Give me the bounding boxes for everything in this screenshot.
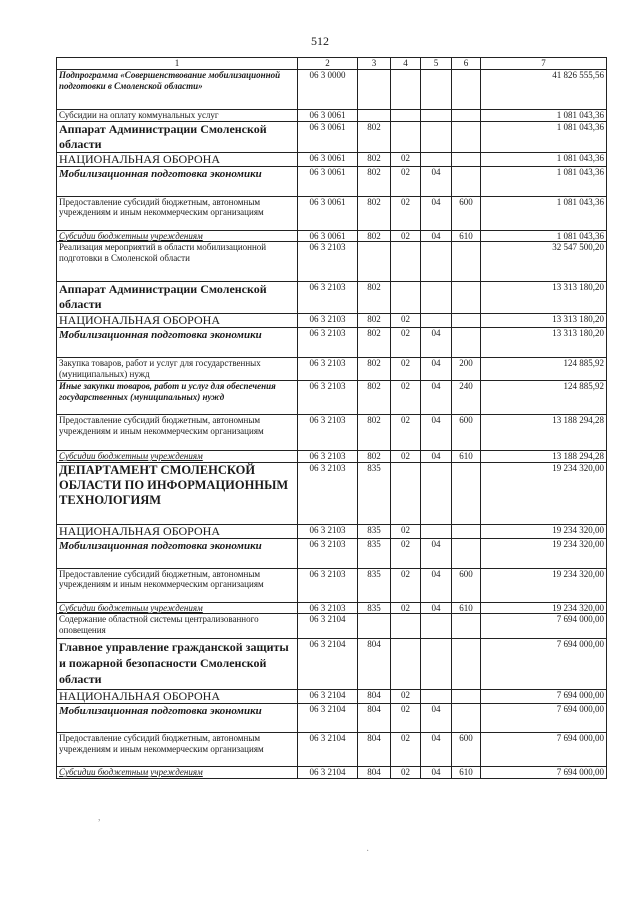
header-cell: 3 [358, 58, 391, 70]
table-row [57, 152, 607, 166]
row-admin-code: 835 [358, 568, 391, 602]
table-row [57, 704, 607, 733]
row-section-code: 02 [391, 733, 421, 767]
row-section-code: 02 [391, 538, 421, 568]
row-amount: 1 081 043,36 [481, 230, 607, 242]
row-subsection-code [421, 70, 452, 110]
row-admin-code: 802 [358, 121, 391, 152]
row-target-code: 06 3 2104 [298, 704, 358, 733]
table-row [57, 166, 607, 196]
row-section-code: 02 [391, 196, 421, 230]
row-admin-code: 802 [358, 166, 391, 196]
row-subsection-code: 04 [421, 415, 452, 451]
table-row [57, 690, 607, 704]
row-amount: 13 313 180,20 [481, 314, 607, 328]
row-subsection-code: 04 [421, 538, 452, 568]
row-subsection-code [421, 462, 452, 524]
row-target-code: 06 3 2103 [298, 568, 358, 602]
row-name: Мобилизационная подготовка экономики [57, 328, 298, 358]
row-amount: 7 694 000,00 [481, 733, 607, 767]
row-subsection-code [421, 282, 452, 314]
row-amount: 19 234 320,00 [481, 538, 607, 568]
row-section-code [391, 110, 421, 122]
row-name: НАЦИОНАЛЬНАЯ ОБОРОНА [57, 690, 298, 704]
row-section-code [391, 639, 421, 690]
row-amount: 19 234 320,00 [481, 524, 607, 538]
row-admin-code [358, 614, 391, 639]
row-admin-code: 804 [358, 639, 391, 690]
row-amount: 19 234 320,00 [481, 462, 607, 524]
row-expense-type [452, 121, 481, 152]
row-target-code: 06 3 2103 [298, 328, 358, 358]
row-expense-type [452, 524, 481, 538]
table-row [57, 358, 607, 381]
row-expense-type [452, 70, 481, 110]
row-expense-type [452, 152, 481, 166]
row-subsection-code: 04 [421, 196, 452, 230]
table-row [57, 451, 607, 463]
header-cell: 7 [481, 58, 607, 70]
row-section-code: 02 [391, 314, 421, 328]
row-admin-code: 804 [358, 767, 391, 779]
row-subsection-code [421, 314, 452, 328]
row-section-code: 02 [391, 415, 421, 451]
table-row [57, 415, 607, 451]
row-expense-type [452, 614, 481, 639]
row-name: Предоставление субсидий бюджетным, автономным учреждениям и иным некоммерческим организациям [57, 196, 298, 230]
row-amount: 124 885,92 [481, 381, 607, 415]
row-admin-code: 802 [358, 381, 391, 415]
row-name: Содержание областной системы централизованного оповещения [57, 614, 298, 639]
row-target-code: 06 3 2104 [298, 639, 358, 690]
table-row [57, 230, 607, 242]
row-amount: 19 234 320,00 [481, 602, 607, 614]
table-row [57, 524, 607, 538]
row-name: Иные закупки товаров, работ и услуг для обеспечения государственных (муниципальных) нужд [57, 381, 298, 415]
row-section-code [391, 121, 421, 152]
row-expense-type: 610 [452, 230, 481, 242]
table-row [57, 381, 607, 415]
row-target-code: 06 3 2103 [298, 381, 358, 415]
row-target-code: 06 3 2103 [298, 282, 358, 314]
row-expense-type: 600 [452, 733, 481, 767]
row-expense-type [452, 690, 481, 704]
row-section-code [391, 614, 421, 639]
row-expense-type [452, 462, 481, 524]
row-amount: 7 694 000,00 [481, 704, 607, 733]
row-amount: 19 234 320,00 [481, 568, 607, 602]
row-section-code: 02 [391, 602, 421, 614]
row-amount: 1 081 043,36 [481, 121, 607, 152]
scan-mark: · [366, 846, 370, 857]
row-admin-code: 802 [358, 196, 391, 230]
row-target-code: 06 3 2103 [298, 602, 358, 614]
row-name: Мобилизационная подготовка экономики [57, 166, 298, 196]
header-cell: 4 [391, 58, 421, 70]
row-admin-code: 802 [358, 314, 391, 328]
row-subsection-code: 04 [421, 451, 452, 463]
table-row [57, 70, 607, 110]
row-admin-code: 802 [358, 152, 391, 166]
row-target-code: 06 3 2103 [298, 415, 358, 451]
row-name: Мобилизационная подготовка экономики [57, 538, 298, 568]
row-target-code: 06 3 2104 [298, 767, 358, 779]
row-target-code: 06 3 0061 [298, 152, 358, 166]
row-target-code: 06 3 2103 [298, 462, 358, 524]
header-cell: 2 [298, 58, 358, 70]
header-row [57, 58, 607, 70]
row-expense-type: 600 [452, 415, 481, 451]
row-name: Аппарат Администрации Смоленской области [57, 282, 298, 314]
row-target-code: 06 3 0061 [298, 166, 358, 196]
row-section-code: 02 [391, 166, 421, 196]
row-expense-type [452, 110, 481, 122]
row-amount: 7 694 000,00 [481, 690, 607, 704]
row-name: Субсидии бюджетным учреждениям [57, 767, 298, 779]
row-admin-code: 804 [358, 704, 391, 733]
row-section-code: 02 [391, 152, 421, 166]
row-expense-type: 600 [452, 196, 481, 230]
row-expense-type [452, 704, 481, 733]
table-row [57, 733, 607, 767]
table-row [57, 314, 607, 328]
row-name: Предоставление субсидий бюджетным, автономным учреждениям и иным некоммерческим организациям [57, 415, 298, 451]
row-amount: 1 081 043,36 [481, 166, 607, 196]
row-section-code [391, 242, 421, 282]
row-section-code: 02 [391, 358, 421, 381]
header-cell: 1 [57, 58, 298, 70]
row-admin-code: 835 [358, 602, 391, 614]
row-admin-code [358, 110, 391, 122]
row-expense-type [452, 639, 481, 690]
row-amount: 1 081 043,36 [481, 196, 607, 230]
row-expense-type: 600 [452, 568, 481, 602]
row-expense-type [452, 242, 481, 282]
row-subsection-code: 04 [421, 767, 452, 779]
row-name: НАЦИОНАЛЬНАЯ ОБОРОНА [57, 152, 298, 166]
row-subsection-code: 04 [421, 704, 452, 733]
row-subsection-code: 04 [421, 358, 452, 381]
row-subsection-code [421, 690, 452, 704]
row-section-code: 02 [391, 381, 421, 415]
row-name: Мобилизационная подготовка экономики [57, 704, 298, 733]
row-admin-code: 802 [358, 282, 391, 314]
row-subsection-code: 04 [421, 381, 452, 415]
row-name: Аппарат Администрации Смоленской области [57, 121, 298, 152]
row-amount: 13 313 180,20 [481, 282, 607, 314]
row-amount: 1 081 043,36 [481, 110, 607, 122]
row-subsection-code: 04 [421, 166, 452, 196]
row-subsection-code [421, 614, 452, 639]
row-expense-type: 200 [452, 358, 481, 381]
row-admin-code: 804 [358, 733, 391, 767]
row-name: НАЦИОНАЛЬНАЯ ОБОРОНА [57, 314, 298, 328]
row-target-code: 06 3 2104 [298, 690, 358, 704]
row-name: ДЕПАРТАМЕНТ СМОЛЕНСКОЙ ОБЛАСТИ ПО ИНФОРМАЦИОННЫМ ТЕХНОЛОГИЯМ [57, 462, 298, 524]
row-admin-code: 804 [358, 690, 391, 704]
row-subsection-code [421, 152, 452, 166]
budget-table [56, 57, 607, 779]
table-row [57, 328, 607, 358]
table-row [57, 639, 607, 690]
header-cell: 5 [421, 58, 452, 70]
table-row [57, 614, 607, 639]
table-row [57, 602, 607, 614]
row-admin-code: 802 [358, 451, 391, 463]
row-admin-code: 835 [358, 462, 391, 524]
table-row [57, 568, 607, 602]
row-section-code: 02 [391, 524, 421, 538]
row-subsection-code [421, 121, 452, 152]
row-section-code: 02 [391, 230, 421, 242]
row-admin-code [358, 70, 391, 110]
header-cell: 6 [452, 58, 481, 70]
row-target-code: 06 3 0061 [298, 121, 358, 152]
row-target-code: 06 3 2104 [298, 614, 358, 639]
row-name: Субсидии на оплату коммунальных услуг [57, 110, 298, 122]
row-amount: 32 547 500,20 [481, 242, 607, 282]
row-amount: 124 885,92 [481, 358, 607, 381]
row-expense-type [452, 328, 481, 358]
table-row [57, 196, 607, 230]
row-target-code: 06 3 0061 [298, 230, 358, 242]
row-expense-type [452, 538, 481, 568]
row-amount: 13 313 180,20 [481, 328, 607, 358]
scan-mark: , [98, 812, 101, 823]
row-section-code [391, 70, 421, 110]
row-section-code: 02 [391, 767, 421, 779]
row-name: Реализация мероприятий в области мобилизационной подготовки в Смоленской области [57, 242, 298, 282]
row-subsection-code [421, 110, 452, 122]
row-section-code: 02 [391, 568, 421, 602]
row-amount: 13 188 294,28 [481, 415, 607, 451]
row-name: Главное управление гражданской защиты и пожарной безопасности Смоленской области [57, 639, 298, 690]
row-target-code: 06 3 2103 [298, 524, 358, 538]
row-target-code: 06 3 2103 [298, 314, 358, 328]
row-section-code: 02 [391, 451, 421, 463]
table-row [57, 767, 607, 779]
row-expense-type: 610 [452, 602, 481, 614]
row-admin-code [358, 242, 391, 282]
table-row [57, 242, 607, 282]
row-target-code: 06 3 2103 [298, 451, 358, 463]
row-name: Предоставление субсидий бюджетным, автономным учреждениям и иным некоммерческим организациям [57, 568, 298, 602]
row-target-code: 06 3 2103 [298, 242, 358, 282]
row-subsection-code: 04 [421, 733, 452, 767]
table-row [57, 462, 607, 524]
row-expense-type [452, 282, 481, 314]
row-target-code: 06 3 0061 [298, 196, 358, 230]
row-target-code: 06 3 0061 [298, 110, 358, 122]
row-name: Предоставление субсидий бюджетным, автономным учреждениям и иным некоммерческим организациям [57, 733, 298, 767]
row-subsection-code [421, 242, 452, 282]
row-expense-type: 610 [452, 451, 481, 463]
row-section-code: 02 [391, 328, 421, 358]
row-section-code [391, 282, 421, 314]
row-name: Субсидии бюджетным учреждениям [57, 602, 298, 614]
row-admin-code: 802 [358, 358, 391, 381]
row-subsection-code: 04 [421, 602, 452, 614]
row-target-code: 06 3 2104 [298, 733, 358, 767]
row-amount: 7 694 000,00 [481, 614, 607, 639]
table-row [57, 282, 607, 314]
row-amount: 13 188 294,28 [481, 451, 607, 463]
row-amount: 7 694 000,00 [481, 639, 607, 690]
row-section-code: 02 [391, 704, 421, 733]
row-section-code [391, 462, 421, 524]
row-target-code: 06 3 2103 [298, 538, 358, 568]
row-amount: 1 081 043,36 [481, 152, 607, 166]
row-section-code: 02 [391, 690, 421, 704]
row-admin-code: 835 [358, 538, 391, 568]
row-subsection-code: 04 [421, 568, 452, 602]
row-expense-type: 240 [452, 381, 481, 415]
row-target-code: 06 3 0000 [298, 70, 358, 110]
table-row [57, 110, 607, 122]
row-name: НАЦИОНАЛЬНАЯ ОБОРОНА [57, 524, 298, 538]
row-subsection-code [421, 524, 452, 538]
page-number: 512 [311, 34, 329, 48]
row-admin-code: 835 [358, 524, 391, 538]
row-expense-type [452, 314, 481, 328]
row-expense-type: 610 [452, 767, 481, 779]
row-admin-code: 802 [358, 415, 391, 451]
table-row [57, 538, 607, 568]
row-name: Подпрограмма «Совершенствование мобилизационной подготовки в Смоленской области» [57, 70, 298, 110]
row-subsection-code: 04 [421, 328, 452, 358]
row-subsection-code: 04 [421, 230, 452, 242]
row-target-code: 06 3 2103 [298, 358, 358, 381]
row-amount: 41 826 555,56 [481, 70, 607, 110]
row-name: Субсидии бюджетным учреждениям [57, 451, 298, 463]
row-amount: 7 694 000,00 [481, 767, 607, 779]
row-admin-code: 802 [358, 230, 391, 242]
row-name: Закупка товаров, работ и услуг для государственных (муниципальных) нужд [57, 358, 298, 381]
row-subsection-code [421, 639, 452, 690]
row-name: Субсидии бюджетным учреждениям [57, 230, 298, 242]
row-expense-type [452, 166, 481, 196]
row-admin-code: 802 [358, 328, 391, 358]
table-row [57, 121, 607, 152]
